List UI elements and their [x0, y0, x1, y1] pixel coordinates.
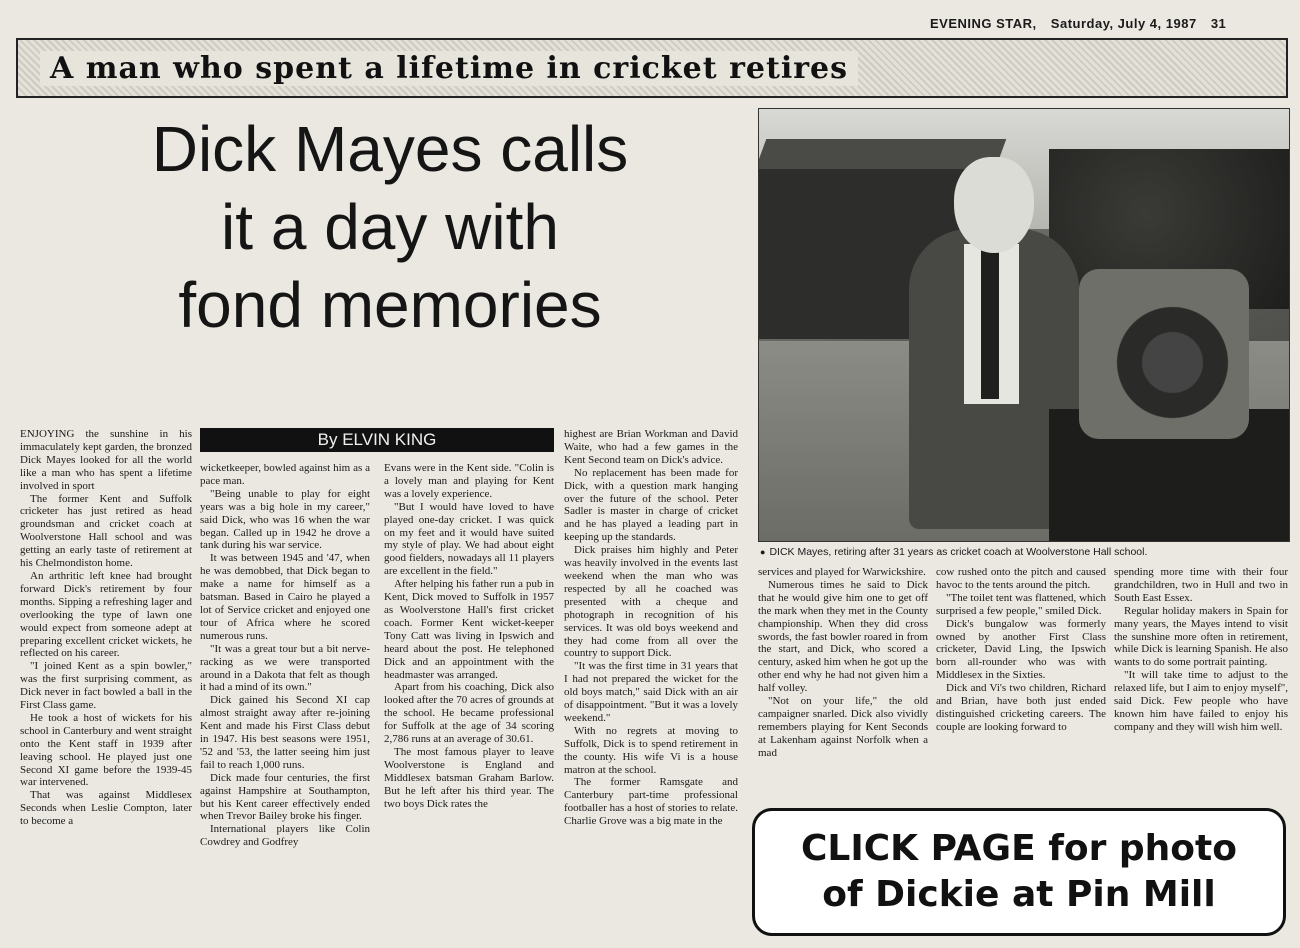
headline: [30, 110, 750, 344]
photo-caption: [760, 546, 1290, 558]
kicker-banner: [16, 38, 1288, 98]
paragraph: It was between 1945 and '47, when he was demobbed, that Dick began to make a name for himself as a batsman. Based in Cairo he played a lot of Service cricket and enjoyed one tour of Africa where he scored numerous runs.: [200, 552, 370, 642]
article-column-1: [20, 428, 192, 938]
paragraph: ENJOYING the sunshine in his immaculately kept garden, the bronzed Dick Mayes looked for all the world like a man who has spent a lifetime involved in sport: [20, 428, 192, 492]
byline: By ELVIN KING: [200, 428, 554, 452]
masthead: [930, 16, 1290, 31]
paragraph: "It was the first time in 31 years that I had not prepared the wicket for the old boys match," said Dick with an air of disappointment. "But it was a lovely weekend.": [564, 660, 738, 724]
paragraph: Evans were in the Kent side. "Colin is a lovely man and playing for Kent was a lovely experience.: [384, 462, 554, 500]
paragraph: Dick made four centuries, the first against Hampshire at Southampton, but his Kent career effectively ended when Trevor Bailey broke his finger.: [200, 771, 370, 823]
paragraph: The former Ramsgate and Canterbury part-time professional footballer has a host of stories to relate. Charlie Grove was a big mate in the: [564, 776, 738, 828]
paragraph: "But I would have loved to have played one-day cricket. I was quick on my feet and it would have suited my style of play. We had about eight good fielders, nowadays all 11 players are excellent in the field.": [384, 500, 554, 578]
paragraph: That was against Middlesex Seconds when Leslie Compton, later to become a: [20, 789, 192, 828]
paragraph: No replacement has been made for Dick, with a question mark hanging over the future of the school. Peter Sadler is master in charge of cricket and he has played a leading part in keeping up the standards.: [564, 466, 738, 544]
portrait-photo: [758, 108, 1290, 542]
paragraph: Dick praises him highly and Peter was heavily involved in the events last weekend when the man who was respected by all he coached was presented with a cheque and photograph in recognition of his services. It was old boys weekend and they had come from all over the country to support Dick.: [564, 544, 738, 660]
bullet-icon: ●: [760, 547, 766, 557]
photo-tie: [981, 249, 999, 399]
paragraph: With no regrets at moving to Suffolk, Dick is to spend retirement in the county. His wife Vi is a house matron at the school.: [564, 724, 738, 776]
paragraph: "It will take time to adjust to the relaxed life, but I aim to enjoy myself", said Dick. Few people who have known him have failed to enjoy his company and they will wish him well.: [1114, 669, 1288, 733]
paragraph: Numerous times he said to Dick that he would give him one to get off the mark when they met in the County championship. When they did cross swords, the fast bowler roared in from the start, and Dick, who scored a century, asked him when he got up the other end why he had not given him a half volley.: [758, 578, 928, 695]
paragraph: Dick gained his Second XI cap almost straight away after re-joining Kent and made his First Class debut in 1947. His best seasons were 1951, '52 and '53, the latter seeing him just fail to reach 1,000 runs.: [200, 694, 370, 771]
paragraph: He took a host of wickets for his school in Canterbury and went straight onto the Kent staff in 1939 after leaving school. He played just one Second XI game before the 1939-45 war intervened.: [20, 711, 192, 789]
photo-man-head: [954, 157, 1034, 253]
paragraph: highest are Brian Workman and David Waite, who had a few games in the Kent Second team on Dick's advice.: [564, 428, 738, 466]
paragraph: wicketkeeper, bowled against him as a pace man.: [200, 462, 370, 487]
paragraph: "It was a great tour but a bit nerve-racking as we were transported around in a Dakota that felt as though it had a mind of its own.": [200, 642, 370, 694]
paragraph: International players like Colin Cowdrey and Godfrey: [200, 823, 370, 849]
article-column-3: [384, 462, 554, 938]
paragraph: Apart from his coaching, Dick also looked after the 70 acres of grounds at the school. He became professional for Suffolk at the age of 34 scoring 2,786 runs at an average of 30.61.: [384, 681, 554, 746]
paragraph: After helping his father run a pub in Kent, Dick moved to Suffolk in 1957 as Woolverstone Hall's first cricket coach. Former Kent wicket-keeper Tony Catt was living in Ipswich and heard about the post. He telephoned Dick and an appointment with the headmaster was arranged.: [384, 578, 554, 681]
kicker-text: A man who spent a lifetime in cricket retires: [40, 51, 858, 86]
article-column-2: [200, 462, 370, 938]
article-column-5: [758, 566, 928, 804]
paragraph: "I joined Kent as a spin bowler," was the first surprising comment, as Dick never in fact bowled a ball in the First Class game.: [20, 660, 192, 712]
headline-line: it a day with: [221, 191, 559, 263]
paragraph: services and played for Warwickshire.: [758, 566, 926, 578]
headline-line: Dick Mayes calls: [151, 113, 629, 185]
paragraph: Dick and Vi's two children, Richard and Brian, have both just ended distinguished cricketing careers. The couple are looking forward to: [936, 682, 1106, 733]
masthead-date: Saturday, July 4, 1987: [1050, 16, 1197, 31]
headline-line: fond memories: [178, 269, 602, 341]
paragraph: cow rushed onto the pitch and caused havoc to the tents around the pitch.: [936, 566, 1106, 591]
paragraph: "The toilet tent was flattened, which surprised a few people," smiled Dick.: [936, 591, 1106, 617]
masthead-page-number: 31: [1210, 16, 1227, 31]
article-column-7: [1114, 566, 1288, 804]
paragraph: The most famous player to leave Woolverstone is England and Middlesex batsman Graham Barlow. But he left after his third year. The two boys Dick rates the: [384, 745, 554, 810]
masthead-paper: EVENING STAR,: [930, 16, 1037, 31]
paragraph: "Being unable to play for eight years was a big hole in my career," said Dick, who was 16 when the war began. Called up in 1942 he drove a tank during his war service.: [200, 487, 370, 552]
callout-line: CLICK PAGE for photo: [801, 828, 1237, 869]
caption-text: DICK Mayes, retiring after 31 years as cricket coach at Woolverstone Hall school.: [769, 546, 1148, 558]
paragraph: Dick's bungalow was formerly owned by another First Class cricketer, David Ling, the Ipswich born all-rounder who was with Middlesex in the Sixties.: [936, 617, 1106, 682]
callout-line: of Dickie at Pin Mill: [822, 874, 1216, 915]
paragraph: "Not on your life," the old campaigner snarled. Dick also vividly remembers playing for Kent Seconds at Lakenham against Norfolk when a mad: [758, 695, 928, 759]
paragraph: spending more time with their four grandchildren, two in Hull and two in South East Essex.: [1114, 566, 1288, 604]
paragraph: The former Kent and Suffolk cricketer has just retired as head groundsman and cricket coach at Woolverstone Hall school and was getting an early taste of retirement at his Chelmondiston home.: [20, 492, 192, 570]
article-column-6: [936, 566, 1106, 804]
photo-engine: [1079, 269, 1249, 439]
paragraph: Regular holiday makers in Spain for many years, the Mayes intend to visit the sunshine more often in retirement, while Dick is learning Spanish. He also wants to do some portrait painting.: [1114, 604, 1288, 669]
article-column-4: [564, 428, 738, 938]
paragraph: An arthritic left knee had brought forward Dick's retirement by four months. Sipping a refreshing lager and overlooking the type of lawn one would expect from someone adept at preparing excellent cricket wickets, he reflected on his career.: [20, 569, 192, 660]
click-page-callout-button[interactable]: [752, 808, 1286, 936]
